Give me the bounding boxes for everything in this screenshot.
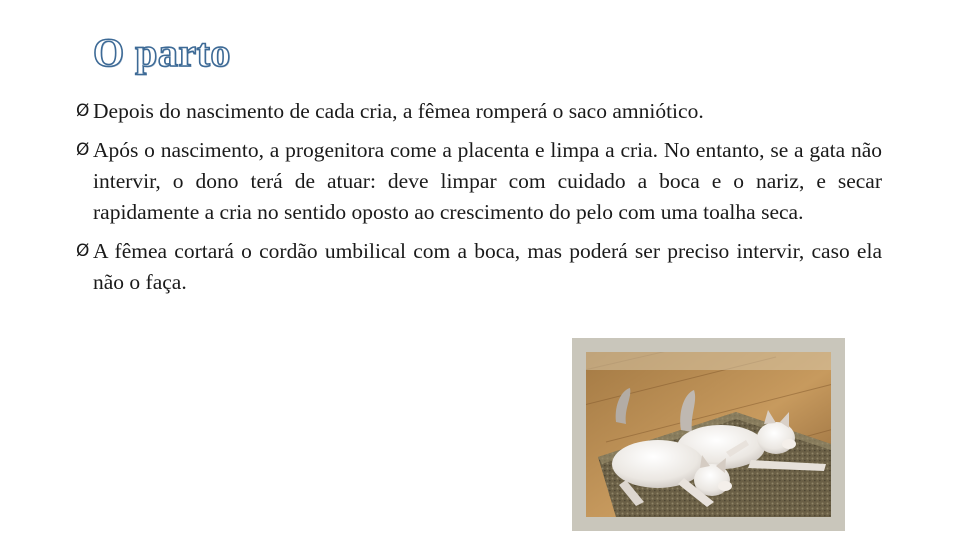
bullet-item	[76, 236, 882, 298]
bullet-text: Após o nascimento, a progenitora come a placenta e limpa a cria. No entanto, se a gata não intervir, o dono terá de atuar: deve limpar com cuidado a boca e o nariz, e secar rapidamente a cria no sentido oposto ao crescimento do pelo com uma toalha seca.	[93, 138, 882, 224]
arrow-bullet-icon: Ø	[76, 140, 90, 160]
arrow-bullet-icon: Ø	[76, 241, 90, 261]
bullet-text: Depois do nascimento de cada cria, a fêmea romperá o saco amniótico.	[93, 99, 704, 123]
kittens-photo-frame	[572, 338, 845, 531]
bullet-item	[76, 96, 882, 127]
arrow-bullet-icon: Ø	[76, 101, 90, 121]
slide-title: O parto	[93, 30, 231, 75]
kittens-photo	[586, 352, 831, 517]
bullet-item	[76, 135, 882, 228]
bullet-text: A fêmea cortará o cordão umbilical com a boca, mas poderá ser preciso intervir, caso ela não o faça.	[93, 239, 882, 294]
bullet-list	[76, 96, 882, 298]
